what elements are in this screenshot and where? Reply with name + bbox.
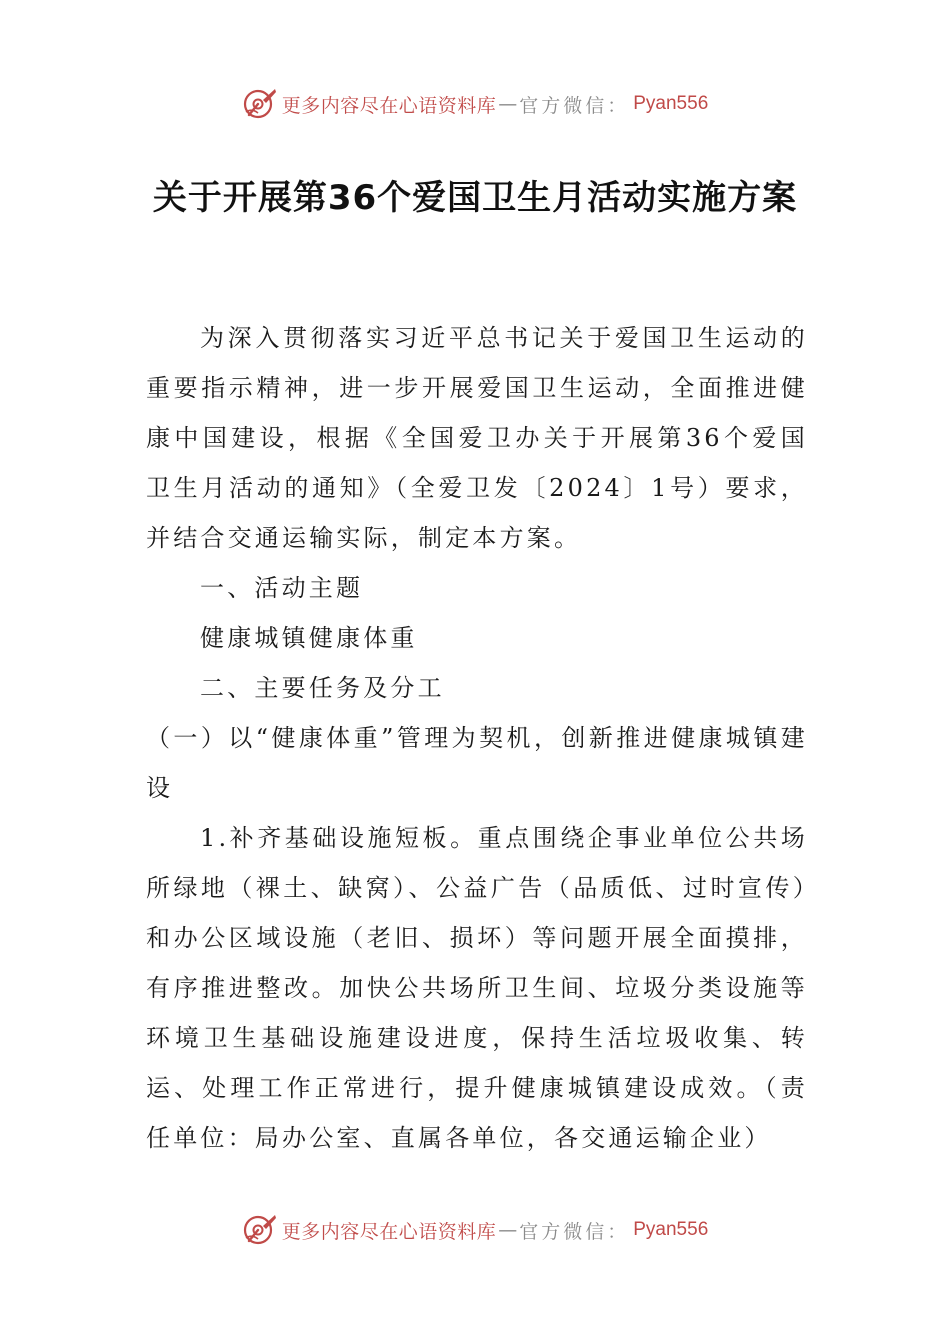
watermark-wechat-id: Pyan556 [633, 1219, 709, 1240]
intro-paragraph: 为深入贯彻落实习近平总书记关于爱国卫生运动的重要指示精神，进一步开展爱国卫生运动，全面推进健康中国建设，根据《全国爱卫办关于开展第36个爱国卫生月活动的通知》（全爱卫发〔2024〕1号）要求，并结合交通运输实际，制定本方案。 [146, 324, 808, 552]
watermark-label: 官方微信： [519, 1220, 630, 1243]
theme-text: 健康城镇健康体重 [200, 624, 418, 652]
subsection-heading: （一）以“健康体重”管理为契机，创新推进健康城镇建设 [146, 724, 808, 802]
watermark-separator: — [498, 93, 518, 115]
document-body [146, 313, 808, 1163]
watermark-brand: 更多内容尽在心语资料库 [281, 1220, 497, 1243]
document-title: 关于开展第36个爱国卫生月活动实施方案 [152, 178, 798, 218]
pen-logo-icon [242, 1212, 278, 1248]
watermark-label: 官方微信： [519, 94, 630, 117]
pen-logo-icon [242, 86, 278, 122]
section-heading-tasks: 二、主要任务及分工 [200, 674, 445, 702]
watermark-separator: — [498, 1219, 518, 1241]
section-heading-theme: 一、活动主题 [200, 574, 364, 602]
footer-watermark [0, 1210, 950, 1250]
watermark-wechat-id: Pyan556 [633, 93, 709, 114]
header-watermark [0, 84, 950, 124]
task-item-1: 1.补齐基础设施短板。重点围绕企事业单位公共场所绿地（裸土、缺窝）、公益广告（品质低、过时宣传）和办公区域设施（老旧、损坏）等问题开展全面摸排，有序推进整改。加快公共场所卫生间、垃圾分类设施等环境卫生基础设施建设进度，保持生活垃圾收集、转运、处理工作正常进行，提升健康城镇建设成效。（责任单位：局办公室、直属各单位，各交通运输企业） [146, 824, 808, 1152]
watermark-brand: 更多内容尽在心语资料库 [281, 94, 497, 117]
